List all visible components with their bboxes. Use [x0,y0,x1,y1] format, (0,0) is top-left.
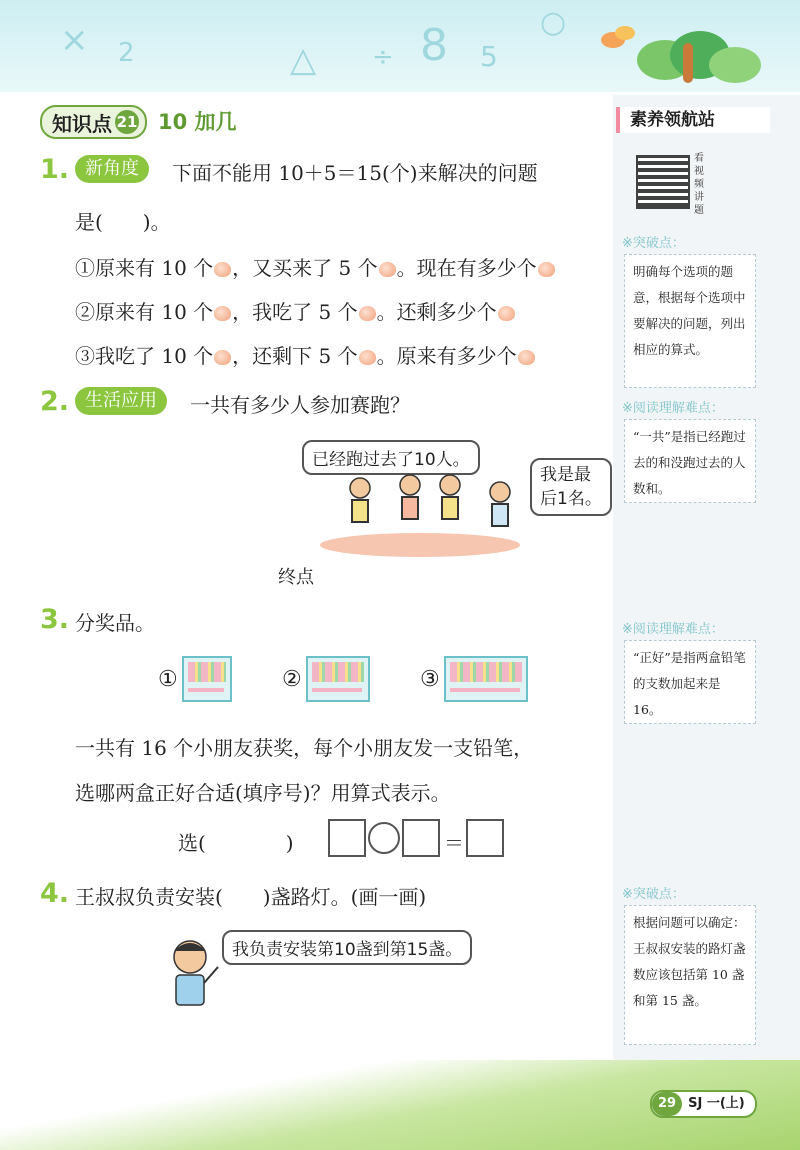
pencil-box-1 [182,656,232,702]
pencil-box-stripe [450,688,520,692]
box-label-2: ② [282,667,302,692]
decor-digit: 5 [480,40,498,73]
sidebar-note: 根据问题可以确定：王叔叔安装的路灯盏数应该包括第 10 盏和第 15 盏。 [624,905,756,1045]
pencil-box-2 [306,656,370,702]
equals-sign: ＝ [444,831,464,855]
question-1-number: 1. [40,154,70,185]
pencils-icon [188,662,226,682]
speech-bubble-uncle: 我负责安装第10盏到第15盏。 [222,930,472,965]
peach-icon [538,262,555,277]
peach-icon [359,350,376,365]
question-3-line2: 选哪两盒正好合适(填序号)？用算式表示。 [75,781,451,805]
option-text: ，还剩下 5 个 [232,344,358,368]
decor-plus-symbol: ÷ [372,42,394,72]
peach-icon [518,350,535,365]
option-text: ③我吃了 10 个 [75,344,214,368]
peach-icon [214,350,231,365]
header-band [0,0,800,92]
knowledge-point-label: 知识点 [52,111,112,136]
runners-illustration [300,470,540,570]
decor-triangle-symbol: △ [290,40,317,80]
question-1-tag: 新角度 [75,155,149,183]
option-text: ②原来有 10 个 [75,300,214,324]
knowledge-point-number: 21 [115,110,139,134]
sidebar-title: 素养领航站 [616,107,770,133]
decor-circle-symbol: ○ [540,5,567,40]
answer-box-first-number[interactable] [328,819,366,857]
sidebar-note-tag: ※阅读理解难点： [622,622,724,637]
pencils-icon [312,662,364,682]
sidebar-note-tag: ※阅读理解难点： [622,401,724,416]
pencils-icon [450,662,522,682]
finish-line-label: 终点 [278,567,314,588]
box-label-1: ① [158,667,178,692]
question-3-number: 3. [40,604,70,635]
answer-select-label[interactable]: 选( ) [178,831,294,855]
peach-icon [379,262,396,277]
peach-icon [214,262,231,277]
page-number-badge [650,1090,757,1118]
question-4-number: 4. [40,878,70,909]
box-label-3: ③ [420,667,440,692]
question-4-text: 王叔叔负责安装( )盏路灯。(画一画) [75,885,427,909]
pencil-box-stripe [188,688,224,692]
decor-digit: 2 [118,38,135,68]
peach-icon [359,306,376,321]
peach-icon [498,306,515,321]
bubble-line: 后1名。 [540,489,602,509]
qr-code-icon[interactable] [636,155,690,209]
question-1-option-2 [75,296,516,325]
question-2-tag: 生活应用 [75,387,167,415]
edition-label: SJ 一(上) [688,1096,745,1111]
speech-bubble-last-runner [530,458,612,516]
answer-box-result[interactable] [466,819,504,857]
sidebar-note: 明确每个选项的题意，根据每个选项中要解决的问题，列出相应的算式。 [624,254,756,388]
decor-x-symbol: × [60,20,89,60]
sidebar-note-tag: ※突破点： [622,887,685,902]
question-1-line1: 下面不能用 10＋5＝15(个)来解决的问题 [172,161,538,185]
question-2-number: 2. [40,386,70,417]
sidebar-note: “一共”是指已经跑过去的和没跑过去的人数和。 [624,419,756,503]
option-text: ，又买来了 5 个 [232,256,378,280]
answer-operator-circle[interactable] [368,822,400,854]
qr-code-label: 看视频讲题 [694,153,704,216]
speech-bubble-runners: 已经跑过去了10人。 [302,440,480,475]
option-text: 。原来有多少个 [376,344,517,368]
pencil-box-stripe [312,688,362,692]
question-2-text: 一共有多少人参加赛跑？ [190,393,410,417]
uncle-wang-illustration [160,935,230,1010]
sidebar-note-tag: ※突破点： [622,236,685,251]
question-1-line2: 是( )。 [75,210,171,234]
option-text: ，我吃了 5 个 [232,300,358,324]
lesson-title: 10 加几 [158,110,237,134]
question-1-option-1 [75,252,556,281]
option-text: 。现在有多少个 [396,256,537,280]
sidebar-note: “正好”是指两盒铅笔的支数加起来是16。 [624,640,756,724]
option-text: 。还剩多少个 [376,300,497,324]
option-text: ①原来有 10 个 [75,256,214,280]
peach-icon [214,306,231,321]
question-3-line1: 一共有 16 个小朋友获奖，每个小朋友发一支铅笔， [75,736,534,760]
question-1-option-3 [75,340,536,369]
bubble-line: 我是最 [540,465,591,485]
pencil-box-3 [444,656,528,702]
question-3-title: 分奖品。 [75,611,155,635]
leaf-butterfly-illustration [595,15,795,90]
knowledge-point-badge [40,105,147,139]
decor-digit: 8 [420,20,448,71]
page-number: 29 [652,1092,682,1116]
answer-box-second-number[interactable] [402,819,440,857]
